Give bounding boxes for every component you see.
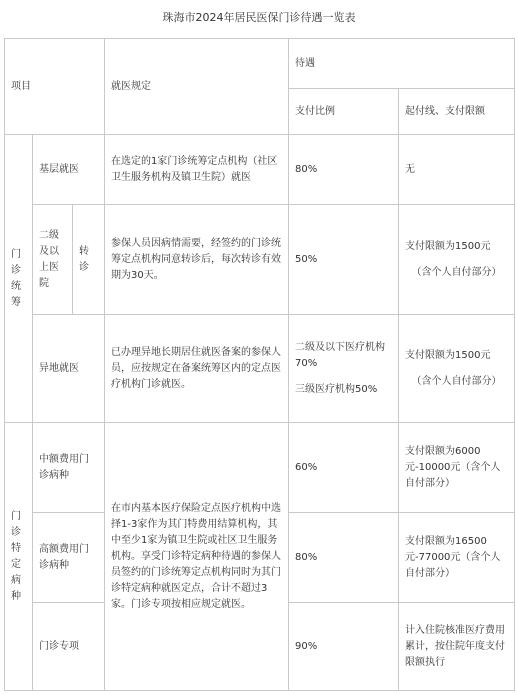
header-limit: 起付线、支付限额 <box>399 89 515 135</box>
group-label-outpatient-pool: 门诊统筹 <box>5 135 33 423</box>
row-rule: 在市内基本医疗保险定点医疗机构中选择1-3家作为其门特费用结算机构，其中至少1家为镇卫生院或社区卫生服务机构。享受门诊特定病种待遇的参保人员签约的门诊统筹定点机构同时为其门诊特定病种就医定点，合计不超过3家。门诊专项按相应规定就医。 <box>105 423 289 691</box>
table-row <box>5 315 515 423</box>
row-limit <box>399 205 515 315</box>
row-ratio: 80% <box>289 513 399 603</box>
row-limit: 支付限额为16500元-77000元（含个人自付部分） <box>399 513 515 603</box>
ratio-line: 三级医疗机构50% <box>295 383 378 395</box>
row-ratio: 60% <box>289 423 399 513</box>
row-ratio: 90% <box>289 603 399 691</box>
row-name: 基层就医 <box>33 135 105 205</box>
header-benefit: 待遇 <box>289 39 515 89</box>
header-row <box>5 39 515 89</box>
header-item: 项目 <box>5 39 105 135</box>
row-name: 门诊专项 <box>33 603 105 691</box>
header-ratio: 支付比例 <box>289 89 399 135</box>
row-limit: 无 <box>399 135 515 205</box>
row-name: 中额费用门诊病种 <box>33 423 105 513</box>
header-rule: 就医规定 <box>105 39 289 135</box>
table-row <box>5 135 515 205</box>
row-limit: 计入住院核准医疗费用累计，按住院年度支付限额执行 <box>399 603 515 691</box>
table-row <box>5 205 515 315</box>
row-name: 异地就医 <box>33 315 105 423</box>
row-rule: 在选定的1家门诊统筹定点机构（社区卫生服务机构及镇卫生院）就医 <box>105 135 289 205</box>
limit-note: （含个人自付部分） <box>411 375 502 387</box>
row-rule: 参保人员因病情需要，经签约的门诊统筹定点机构同意转诊后，每次转诊有效期为30天。 <box>105 205 289 315</box>
row-name: 二级及以上医院 <box>33 205 73 315</box>
row-name: 高额费用门诊病种 <box>33 513 105 603</box>
row-subname: 转诊 <box>73 205 105 315</box>
ratio-line: 二级及以下医疗机构70% <box>295 341 385 369</box>
limit-main: 支付限额为1500元 <box>405 349 491 361</box>
limit-note: （含个人自付部分） <box>411 266 502 278</box>
benefit-table <box>4 38 515 691</box>
table-row <box>5 423 515 513</box>
row-limit: 支付限额为6000元-10000元（含个人自付部分） <box>399 423 515 513</box>
row-ratio: 50% <box>289 205 399 315</box>
page-title: 珠海市2024年居民医保门诊待遇一览表 <box>162 11 356 24</box>
row-ratio: 80% <box>289 135 399 205</box>
row-ratio <box>289 315 399 423</box>
group-label-special-disease: 门诊特定病种 <box>5 423 33 691</box>
row-rule: 已办理异地长期居住就医备案的参保人员，应按规定在备案统筹区内的定点医疗机构门诊就医。 <box>105 315 289 423</box>
row-limit <box>399 315 515 423</box>
limit-main: 支付限额为1500元 <box>405 240 491 252</box>
